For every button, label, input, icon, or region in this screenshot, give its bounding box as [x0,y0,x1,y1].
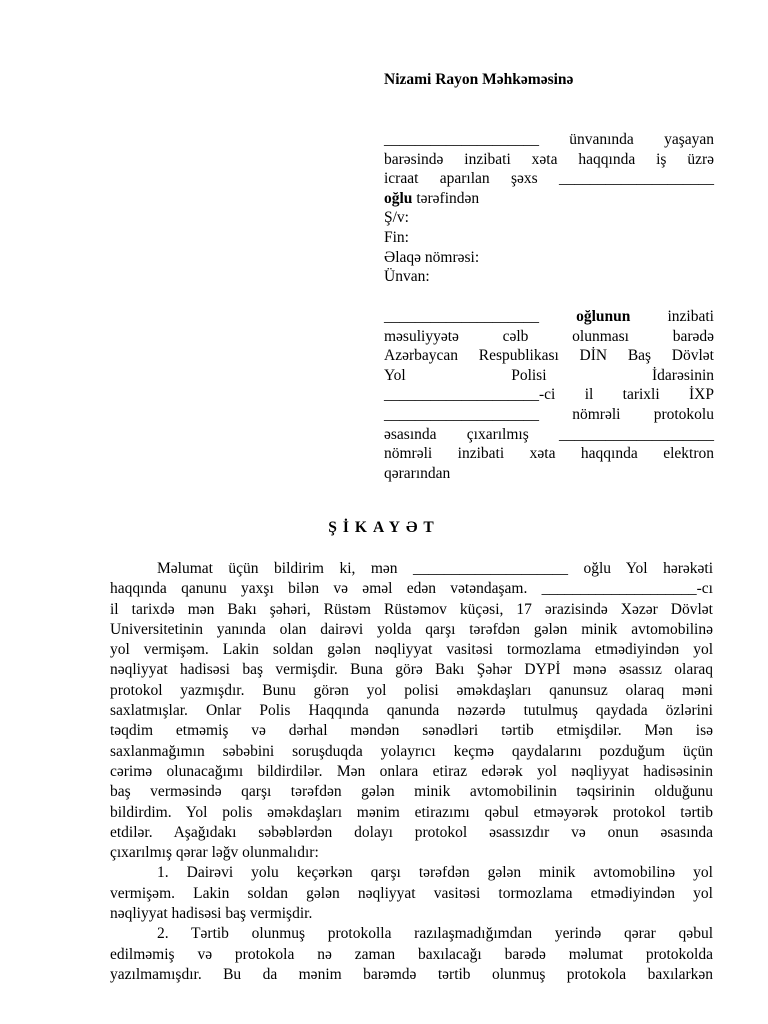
subject-blank: ____________________ [384,308,539,325]
subject-line: ____________________ nömrəli protokolu [384,405,714,423]
body-line: cərimə olunacağımı bildirdilər. Mən onlara etiraz edərək yol nəqliyyat hadisəsinin [110,762,713,780]
complaint-body [110,559,713,985]
subject-line: Yol Polisi İdarəsinin [384,366,714,384]
body-line: haqqında qanunu yaxşı bilən və əməl edən vətəndaşam. ____________________-cı [110,580,713,598]
sender-oglu-line [384,189,714,209]
subject-oglunun: oğlunun [576,308,631,325]
body-list-item-1: 1. Dairəvi yolu keçərkən qarşı tərəfdən gələn minik avtomobilinə yol [157,864,713,882]
body-line: saxlanmağımın səbəbini soruşduqda yolayrıcı keçmə qaydalarını pozduğum üçün [110,742,713,760]
body-line: çıxarılmış qərar ləğv olunmalıdır: [110,844,319,862]
sender-line: icraat aparılan şəxs ____________________ [384,170,714,188]
sender-oglu-rest: tərəfindən [412,189,480,207]
body-line: nəqliyyat hadisəsi baş vermişdir. [110,905,313,923]
subject-line: məsuliyyətə cəlb olunması barədə [384,327,714,345]
sender-oglu: oğlu [384,189,413,207]
subject-last-line: qərarından [384,464,451,482]
subject-block [384,307,714,483]
sender-sv: Ş/v: [384,209,409,227]
body-line: yazılmamışdır. Bu da mənim barəmdə tərtib olunmuş protokola baxılarkən [110,965,713,983]
body-line: təqdim etməmiş və dərhal məndən sənədləri tərtib etmişdilər. Mən isə [110,722,713,740]
document-title: ŞİKAYƏT [328,519,440,536]
body-line: vermişəm. Lakin soldan gələn nəqliyyat vasitəsi tormozlama etmədiyindən yol [110,884,713,902]
body-line: protokol yazmışdır. Bunu görən yol polisi əməkdaşları qanunsuz olaraq məni [110,681,713,699]
subject-line: Azərbaycan Respublikası DİN Baş Dövlət [384,347,714,365]
subject-line [384,307,714,327]
sender-block [384,130,714,287]
sender-address: Ünvan: [384,268,430,286]
body-line: il tarixdə mən Bakı şəhəri, Rüstəm Rüstəmov küçəsi, 17 ərazisində Xəzər Dövlət [110,600,713,618]
sender-phone: Əlaqə nömrəsi: [384,248,480,266]
sender-fin: Fin: [384,228,409,246]
body-list-item-2: 2. Tərtib olunmuş protokolla razılaşmadığımdan yerində qərar qəbul [157,925,713,943]
body-line: nəqliyyat hadisəsi baş vermişdir. Buna görə Bakı Şəhər DYPİ mənə əsassız olaraq [110,661,713,679]
subject-line1-rest: inzibati [667,308,714,325]
subject-line: ____________________-ci il tarixli İXP [384,386,714,404]
body-line: edilməmiş və protokola nə zaman baxılacağı barədə məlumat protokolda [110,945,713,963]
subject-line: nömrəli inzibati xəta haqqında elektron [384,445,714,463]
sender-line: ____________________ ünvanında yaşayan [384,131,714,148]
body-line: saxlatmışlar. Onlar Polis Haqqında qanunda nəzərdə tutulmuş qaydada özlərini [110,702,713,720]
body-line: yol vermişəm. Lakin soldan gələn nəqliyyat vasitəsi tormozlama etmədiyindən yol [110,641,713,659]
body-line: baş verməsində qarşı tərəfdən gələn minik avtomobilinin təqsirinin olduğunu [110,783,713,801]
body-line: etdilər. Aşağıdakı səbəblərdən dolayı protokol əsassızdır və onun əsasında [110,823,713,841]
sender-line: barəsində inzibati xəta haqqında iş üzrə [384,150,714,168]
body-line: bildirdim. Yol polis əməkdaşları mənim etirazımı qəbul etməyərək protokol tərtib [110,803,713,821]
subject-line: əsasında çıxarılmış ____________________ [384,425,714,443]
addressee: Nizami Rayon Məhkəməsinə [384,71,574,88]
body-line: Məlumat üçün bildirim ki, mən ____________________ oğlu Yol hərəkəti [157,560,713,577]
body-line: Universitetinin yanında olan dairəvi yolda qarşı tərəfdən gələn minik avtomobilinə [110,620,713,638]
